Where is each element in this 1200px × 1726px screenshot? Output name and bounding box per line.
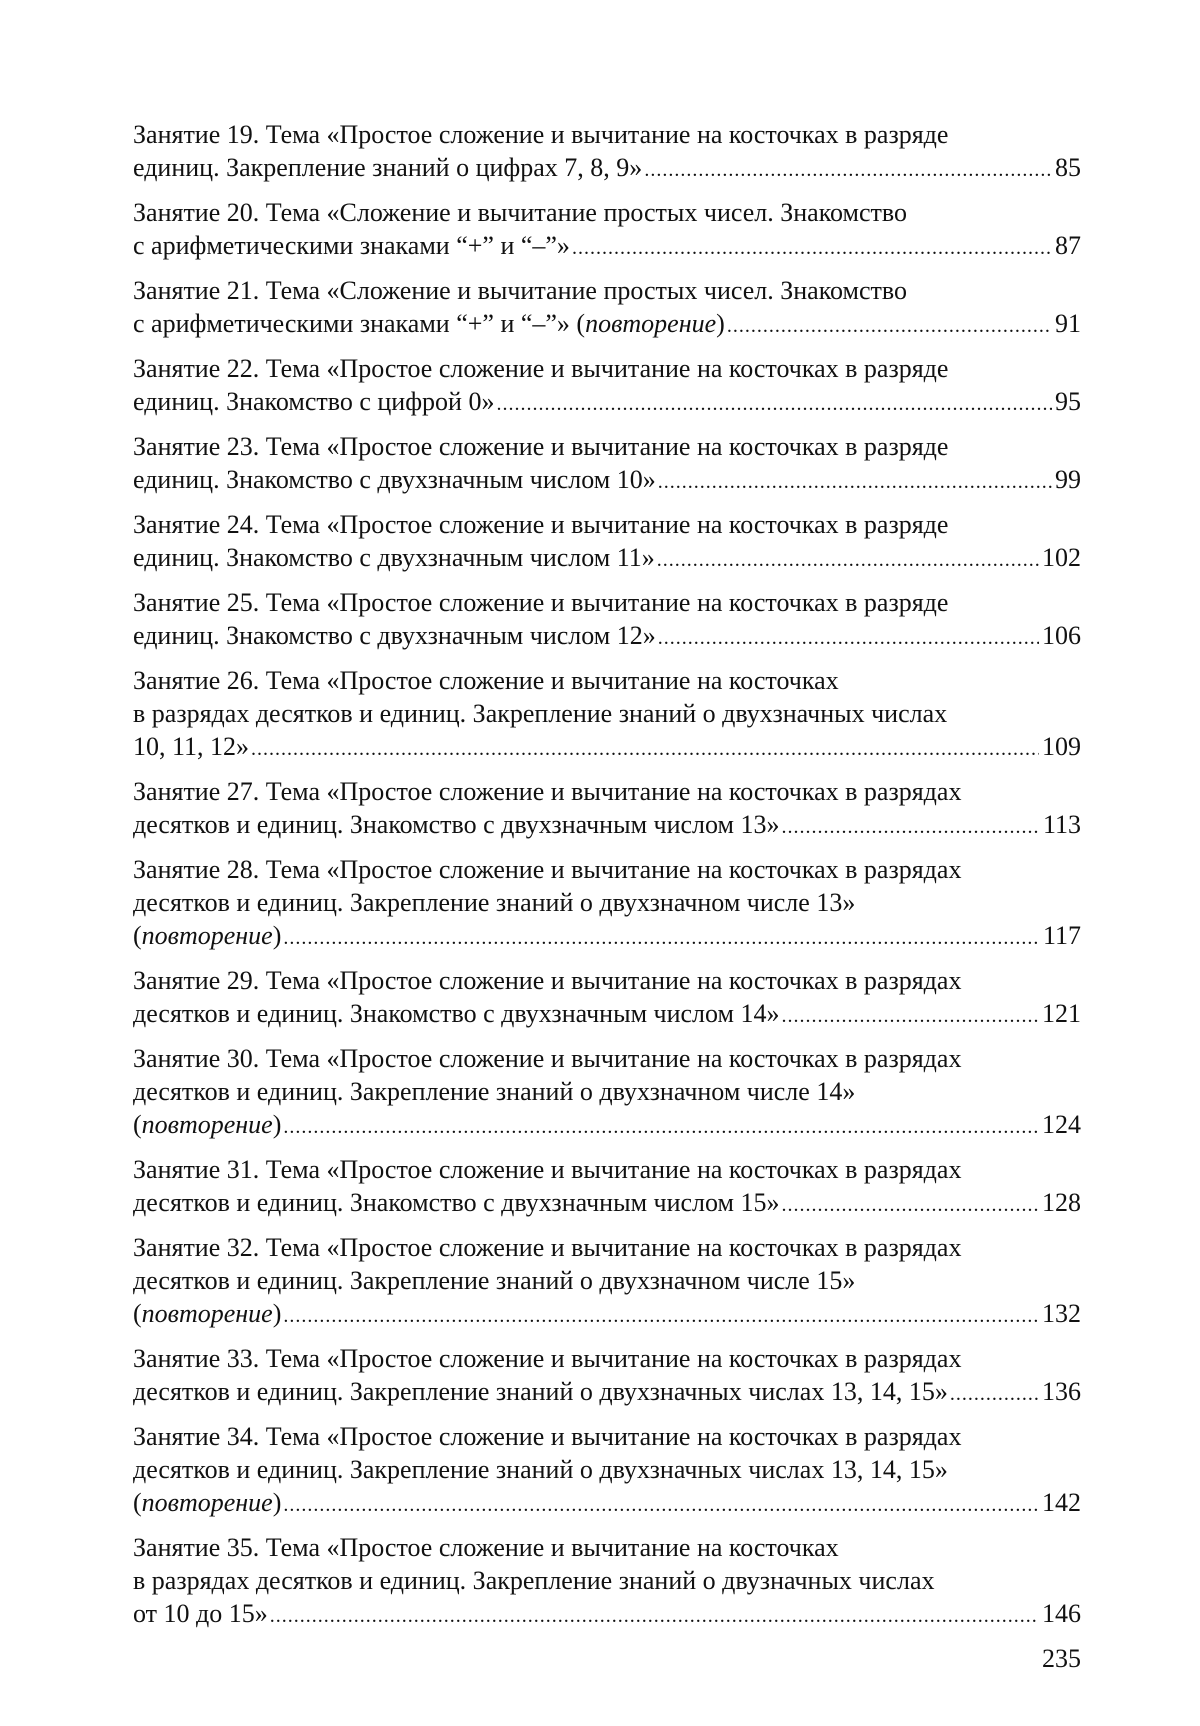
toc-entry-text-main: десятков и единиц. Знакомство с двухзначным числом 14» [133,999,780,1028]
toc-entry-page: 132 [1042,1299,1081,1328]
dot-leader [283,1300,1039,1333]
toc-entry-page: 95 [1055,387,1081,416]
toc-entry-text-main: единиц. Знакомство с двухзначным числом 12» [133,621,656,650]
toc-entry-page: 91 [1055,309,1081,338]
dot-leader [781,1189,1039,1222]
toc-entry-last-line [133,808,1081,844]
toc-entry [133,430,1081,499]
toc-entry-text [133,1486,281,1519]
toc-entry-last-line [133,997,1081,1033]
toc-entry-text-main: с арифметическими знаками “+” и “–”» ( [133,309,586,338]
dot-leader [950,1378,1039,1411]
dot-leader [727,310,1052,343]
toc-entry-text-main: десятков и единиц. Знакомство с двухзначным числом 15» [133,1188,780,1217]
toc-entry-page: 99 [1055,465,1081,494]
toc-entry-line: Занятие 33. Тема «Простое сложение и вычитание на косточках в разрядах [133,1344,962,1373]
dot-leader [658,466,1052,499]
toc-entry-last-line [133,619,1081,655]
toc-entry [133,1153,1081,1222]
toc-entry-last-line [133,730,1081,766]
toc-entry [133,853,1081,955]
toc-entry-text [133,385,494,418]
dot-leader [270,1600,1039,1633]
dot-leader [644,154,1052,187]
toc-entry-text [133,1597,268,1630]
toc-entry-last-line [133,1108,1081,1144]
toc-entry-text-suffix: ) [272,1299,282,1328]
toc-entry-text [133,619,656,652]
toc-entry-line: Занятие 27. Тема «Простое сложение и вычитание на косточках в разрядах [133,777,962,806]
toc-entry-text-main: единиц. Знакомство с цифрой 0» [133,387,495,416]
toc-entry-last-line [133,1486,1081,1522]
toc-entry-text-main: единиц. Закрепление знаний о цифрах 7, 8, 9» [133,153,643,182]
toc-entry-text-main: ( [133,1299,142,1328]
toc-entry-text-main: десятков и единиц. Закрепление знаний о двухзначных числах 13, 14, 15» [133,1377,948,1406]
toc-entry [133,508,1081,577]
toc-entry [133,274,1081,343]
toc-entry [133,118,1081,187]
dot-leader [781,811,1039,844]
toc-entry-line: Занятие 29. Тема «Простое сложение и вычитание на косточках в разрядах [133,966,962,995]
toc-entry-last-line [133,385,1081,421]
toc-entry [133,1231,1081,1333]
toc-entry-line: Занятие 31. Тема «Простое сложение и вычитание на косточках в разрядах [133,1155,962,1184]
toc-entry-italic-note: повторение [585,309,717,338]
toc-entry-text-suffix: ) [272,1110,282,1139]
toc-entry-line: десятков и единиц. Закрепление знаний о двухзначном числе 14» [133,1077,856,1106]
toc-entry-last-line [133,229,1081,265]
toc-entry-text [133,730,249,763]
dot-leader [283,1111,1039,1144]
toc-entry [133,586,1081,655]
toc-entry-text [133,808,779,841]
toc-entry-page: 106 [1042,621,1081,650]
toc-entry-line: в разрядах десятков и единиц. Закрепление знаний о двухзначных числах [133,699,948,728]
dot-leader [572,232,1052,265]
toc-entry-page: 113 [1042,810,1081,839]
toc-entry [133,1342,1081,1411]
toc-entry-page: 102 [1042,543,1081,572]
toc-entry-text-main: с арифметическими знаками “+” и “–”» [133,231,570,260]
toc-entry-page: 136 [1042,1377,1081,1406]
toc-entry-text-suffix: ) [272,1488,282,1517]
page-number: 235 [1042,1644,1081,1673]
toc-entry-last-line [133,463,1081,499]
toc-entry-page: 146 [1042,1599,1081,1628]
toc-entry-text-suffix: ) [716,309,725,338]
dot-leader [283,922,1040,955]
toc-entry-line: Занятие 23. Тема «Простое сложение и вычитание на косточках в разряде [133,432,949,461]
toc-entry-text [133,541,655,574]
toc-entry-text-main: ( [133,921,142,950]
table-of-contents [133,118,1081,1642]
toc-entry-line: Занятие 20. Тема «Сложение и вычитание простых чисел. Знакомство [133,198,907,227]
dot-leader [283,1489,1039,1522]
dot-leader [251,733,1039,766]
toc-entry-page: 109 [1042,732,1081,761]
dot-leader [658,622,1039,655]
toc-entry-text-main: единиц. Знакомство с двухзначным числом 10» [133,465,656,494]
toc-entry [133,964,1081,1033]
toc-entry [133,1042,1081,1144]
toc-entry-text [133,151,642,184]
toc-entry-line: Занятие 30. Тема «Простое сложение и вычитание на косточках в разрядах [133,1044,962,1073]
toc-entry-last-line [133,1375,1081,1411]
toc-entry-last-line [133,1597,1081,1633]
toc-entry-text-main: единиц. Знакомство с двухзначным числом 11» [133,543,655,572]
toc-entry-italic-note: повторение [141,1488,273,1517]
toc-entry-page: 142 [1042,1488,1081,1517]
toc-entry-page: 87 [1055,231,1081,260]
dot-leader [781,1000,1039,1033]
dot-leader [657,544,1039,577]
toc-entry-line: десятков и единиц. Закрепление знаний о двухзначном числе 13» [133,888,856,917]
toc-entry [133,775,1081,844]
toc-entry-text [133,919,281,952]
toc-entry-italic-note: повторение [141,1110,273,1139]
toc-entry-line: Занятие 24. Тема «Простое сложение и вычитание на косточках в разряде [133,510,949,539]
toc-entry-last-line [133,1186,1081,1222]
toc-entry-italic-note: повторение [141,921,273,950]
toc-entry-italic-note: повторение [141,1299,273,1328]
toc-entry-last-line [133,151,1081,187]
toc-entry-text [133,229,570,262]
toc-entry-line: Занятие 22. Тема «Простое сложение и вычитание на косточках в разряде [133,354,949,383]
toc-entry-line: Занятие 26. Тема «Простое сложение и вычитание на косточках [133,666,839,695]
toc-entry-line: Занятие 25. Тема «Простое сложение и вычитание на косточках в разряде [133,588,949,617]
toc-entry-last-line [133,541,1081,577]
toc-entry-page: 128 [1042,1188,1081,1217]
toc-entry-text-suffix: ) [272,921,282,950]
toc-entry-text [133,307,725,340]
toc-entry-text [133,997,779,1030]
toc-entry [133,1420,1081,1522]
toc-entry-line: десятков и единиц. Закрепление знаний о двухзначном числе 15» [133,1266,856,1295]
toc-entry-line: Занятие 34. Тема «Простое сложение и вычитание на косточках в разрядах [133,1422,962,1451]
toc-entry-line: Занятие 32. Тема «Простое сложение и вычитание на косточках в разрядах [133,1233,962,1262]
toc-entry-last-line [133,919,1081,955]
toc-entry-text-main: десятков и единиц. Знакомство с двухзначным числом 13» [133,810,780,839]
toc-entry-line: Занятие 21. Тема «Сложение и вычитание простых чисел. Знакомство [133,276,907,305]
toc-entry-page: 85 [1055,153,1081,182]
toc-entry-text [133,1186,779,1219]
toc-entry-line: Занятие 28. Тема «Простое сложение и вычитание на косточках в разрядах [133,855,962,884]
toc-entry [133,664,1081,766]
toc-entry-line: десятков и единиц. Закрепление знаний о двухзначных числах 13, 14, 15» [133,1455,948,1484]
toc-entry-text-main: ( [133,1110,142,1139]
toc-entry-text [133,1108,281,1141]
toc-entry-text [133,1375,948,1408]
toc-entry-page: 121 [1042,999,1081,1028]
toc-entry-text-main: от 10 до 15» [133,1599,268,1628]
toc-entry [133,196,1081,265]
dot-leader [496,388,1052,421]
toc-entry-last-line [133,1297,1081,1333]
toc-entry [133,352,1081,421]
toc-entry-page: 117 [1042,921,1081,950]
toc-entry-text [133,1297,281,1330]
toc-entry [133,1531,1081,1633]
toc-entry-line: в разрядах десятков и единиц. Закрепление знаний о двузначных числах [133,1566,935,1595]
toc-entry-text-main: 10, 11, 12» [133,732,250,761]
toc-entry-text [133,463,656,496]
toc-entry-line: Занятие 19. Тема «Простое сложение и вычитание на косточках в разряде [133,120,949,149]
toc-entry-line: Занятие 35. Тема «Простое сложение и вычитание на косточках [133,1533,839,1562]
toc-entry-last-line [133,307,1081,343]
toc-entry-text-main: ( [133,1488,142,1517]
toc-entry-page: 124 [1042,1110,1081,1139]
